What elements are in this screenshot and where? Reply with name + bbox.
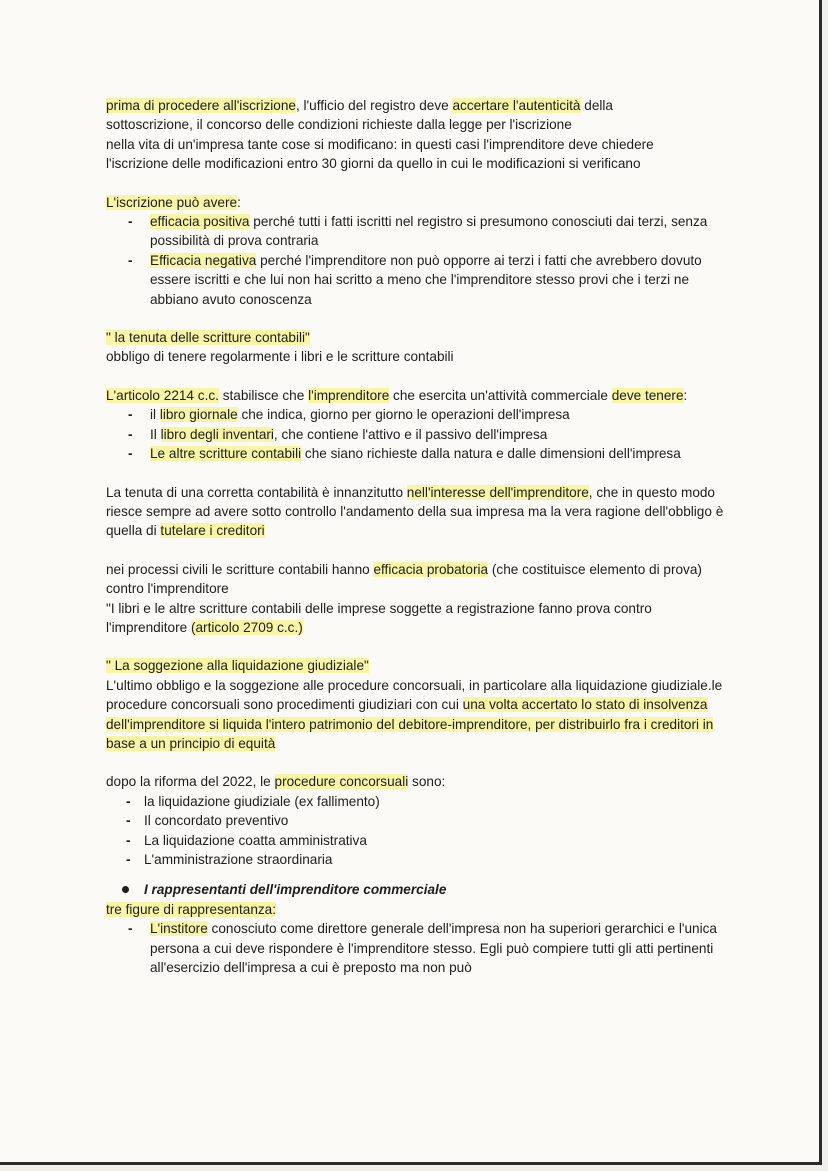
highlight: accertare l'autenticità [452,98,581,113]
list-item: - Il libro degli inventari, che contiene l'attivo e il passivo dell'impresa [150,425,726,444]
liquidazione-heading: " La soggezione alla liquidazione giudiziale" [106,658,369,674]
contabilita-paragraph: La tenuta di una corretta contabilità è innanzitutto nell'interesse dell'imprenditore, che in questo modo riesce sempre ad avere sotto controllo l'andamento della sua impresa ma la vera ragione dell'obbligo è quella di tutelare i creditori [106,484,724,539]
procedure-list [106,792,726,870]
page-content [106,96,726,977]
highlight: prima di procedere all'iscrizione [106,98,296,113]
article-2709-paragraph: "I libri e le altre scritture contabili delle imprese soggette a registrazione fanno prova contro l'imprenditore (articolo 2709 c.c.) [106,600,652,635]
rappresentanti-heading: I rappresentanti dell'imprenditore commerciale [106,880,726,899]
scritture-subtitle: obbligo di tenere regolarmente i libri e le scritture contabili [106,349,454,365]
article-2214-paragraph: L'articolo 2214 c.c. stabilisce che l'imprenditore che esercita un'attività commerciale deve tenere: [106,387,688,403]
list-item: - L'amministrazione straordinaria [144,850,726,869]
list-item: - Efficacia negativa perché l'imprenditore non può opporre ai terzi i fatti che avrebbero dovuto essere iscritti e che lui non hai scritto a meno che l'imprenditore stesso provi che i terzi ne abbiano avuto conoscenza [150,251,726,309]
probatoria-paragraph: nei processi civili le scritture contabili hanno efficacia probatoria (che costituisce elemento di prova) contro l'imprenditore [106,561,702,597]
list-item: - Il concordato preventivo [144,811,726,830]
efficacia-heading: L'iscrizione può avere: [106,194,241,210]
libri-list [106,405,726,463]
list-item: - La liquidazione coatta amministrativa [144,831,726,850]
liquidazione-paragraph: L'ultimo obbligo e la soggezione alle procedure concorsuali, in particolare alla liquidazione giudiziale.le procedure concorsuali sono procedimenti giudiziari con cui una volta accertato lo stato di insolvenza dell'imprenditore si liquida l'intero patrimonio del debitore-imprenditore, per distribuirlo fra i creditori in base a un principio di equità [106,677,723,751]
list-item: - Le altre scritture contabili che siano richieste dalla natura e dalle dimensioni dell'impresa [150,444,726,463]
list-item: - il libro giornale che indica, giorno per giorno le operazioni dell'impresa [150,405,726,424]
list-item: - la liquidazione giudiziale (ex fallimento) [144,792,726,811]
list-item: - L'institore conosciuto come direttore generale dell'impresa non ha superiori gerarchici e l'unica persona a cui deve rispondere è l'imprenditore stesso. Egli può compiere tutti gli atti pertinenti all'esercizio dell'impresa a cui è preposto ma non può [150,919,726,977]
rappresentanti-list [106,919,726,977]
efficacia-list [106,212,726,309]
scritture-heading: " la tenuta delle scritture contabili" obbligo di tenere regolarmente i libri e le scritture contabili [106,330,454,365]
list-item: - efficacia positiva perché tutti i fatti iscritti nel registro si presumono conosciuti dai terzi, senza possibilità di prova contraria [150,212,726,251]
intro-paragraph: prima di procedere all'iscrizione, l'ufficio del registro deve accertare l'autenticità della sottoscrizione, il concorso delle condizioni richieste dalla legge per l'iscrizione nella vita di un'impresa tante cose si modificano: in questi casi l'imprenditore deve chiedere l'iscrizione delle modificazioni entro 30 giorni da quello in cui le modificazioni si verificano [106,98,654,172]
rappresentanti-subtitle: tre figure di rappresentanza: [106,901,277,917]
bullet-icon [122,886,129,893]
procedure-heading: dopo la riforma del 2022, le procedure concorsuali sono: [106,774,446,790]
